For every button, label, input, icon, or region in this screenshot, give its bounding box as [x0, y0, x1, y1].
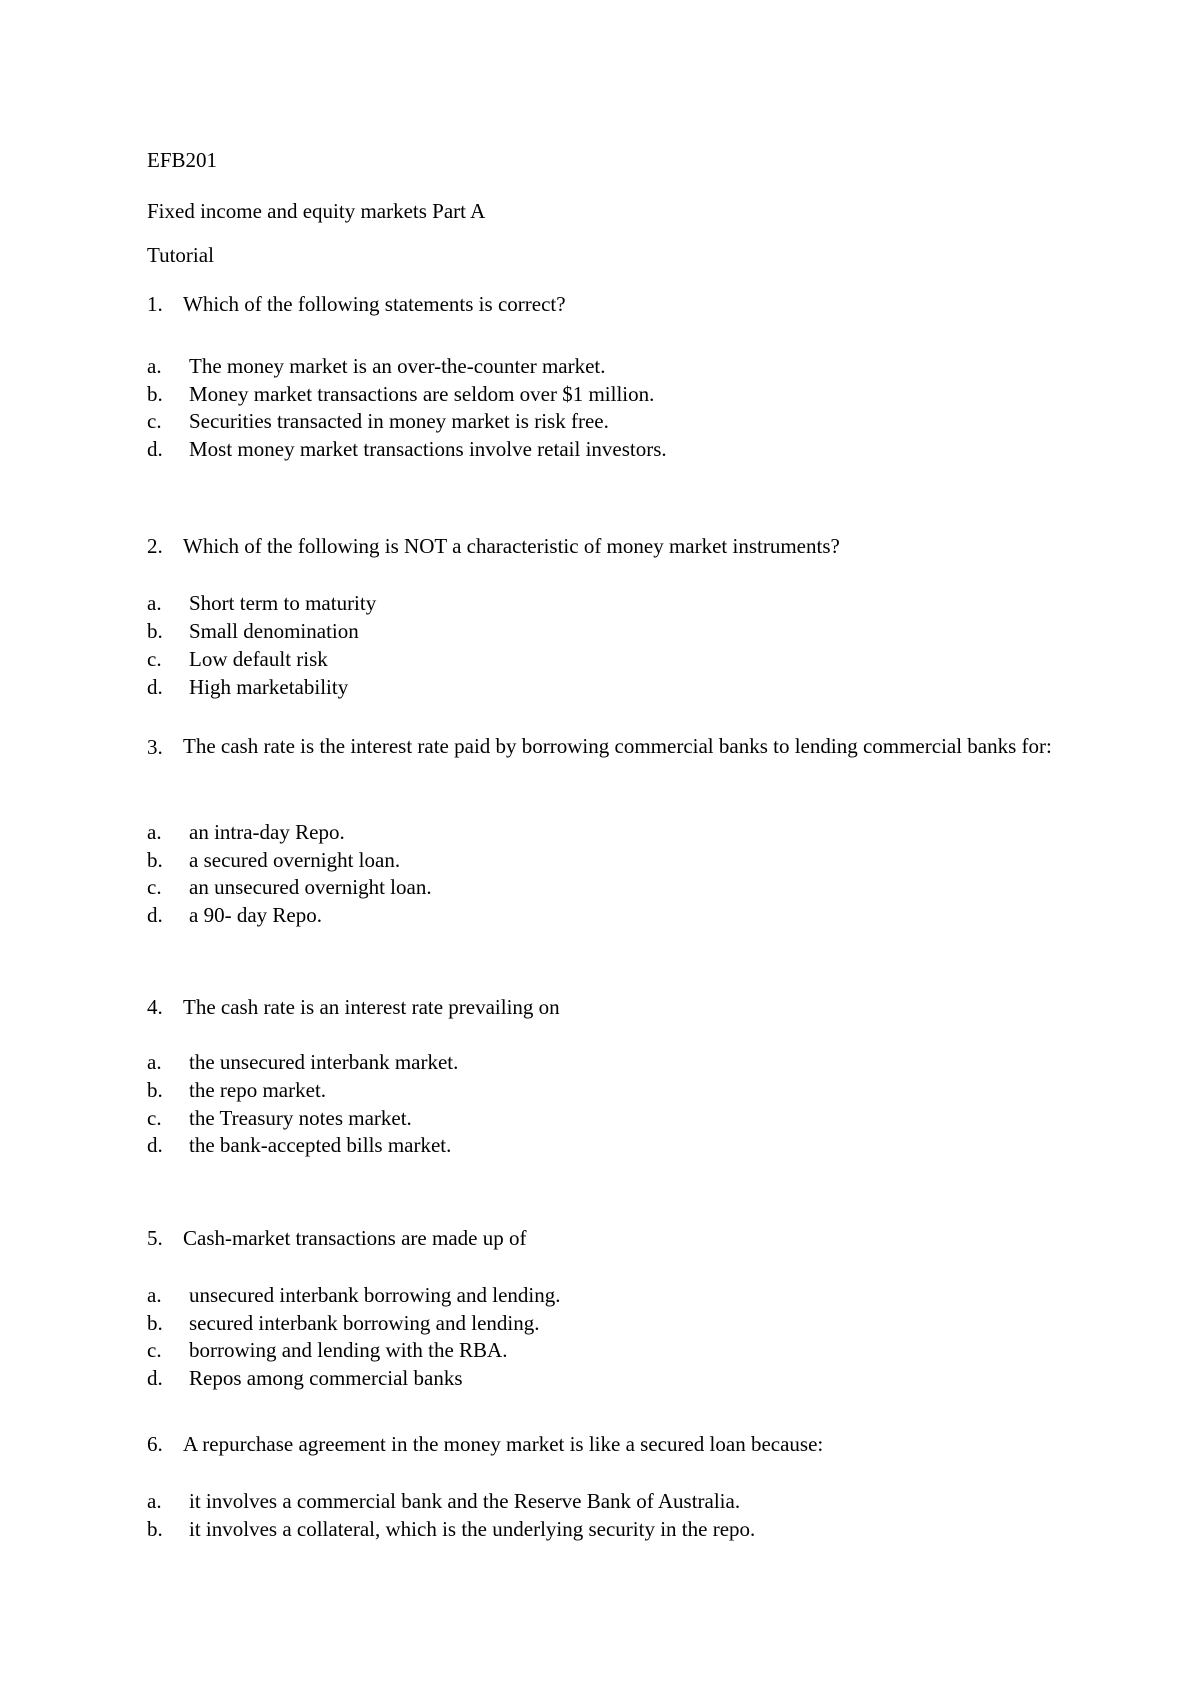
- option-text: an unsecured overnight loan.: [189, 875, 432, 899]
- option-text: Most money market transactions involve retail investors.: [189, 437, 667, 461]
- question-number: 5.: [147, 1226, 163, 1250]
- option-text: a secured overnight loan.: [189, 848, 401, 872]
- option-letter: a.: [147, 354, 162, 378]
- question-2: [147, 532, 1061, 560]
- option-letter: d.: [147, 675, 163, 699]
- option-letter: a.: [147, 591, 162, 615]
- option-text: the bank-accepted bills market.: [189, 1133, 452, 1157]
- option-letter: d.: [147, 903, 163, 927]
- option-text: an intra-day Repo.: [189, 820, 345, 844]
- question-4: [147, 993, 1061, 1021]
- option-text: the repo market.: [189, 1078, 327, 1102]
- option-letter: c.: [147, 409, 162, 433]
- option-text: Money market transactions are seldom over $1 million.: [189, 382, 655, 406]
- question-text: The cash rate is the interest rate paid by borrowing commercial banks to lending commercial banks for:: [183, 734, 1052, 758]
- option-text: the Treasury notes market.: [189, 1106, 412, 1130]
- option-text: it involves a collateral, which is the underlying security in the repo.: [189, 1517, 756, 1541]
- question-number: 6.: [147, 1432, 163, 1456]
- option-letter: a.: [147, 1489, 162, 1513]
- option-letter: b.: [147, 382, 163, 406]
- option-text: it involves a commercial bank and the Reserve Bank of Australia.: [189, 1489, 741, 1513]
- question-text: The cash rate is an interest rate prevailing on: [183, 995, 560, 1019]
- option-text: unsecured interbank borrowing and lending.: [189, 1283, 561, 1307]
- option-letter: d.: [147, 1133, 163, 1157]
- option-text: the unsecured interbank market.: [189, 1050, 459, 1074]
- option-letter: b.: [147, 619, 163, 643]
- question-6: [147, 1430, 1061, 1458]
- option-text: Securities transacted in money market is risk free.: [189, 409, 609, 433]
- option-text: a 90- day Repo.: [189, 903, 322, 927]
- question-number: 3.: [147, 735, 163, 759]
- option-letter: b.: [147, 848, 163, 872]
- option-text: High marketability: [189, 675, 349, 699]
- option-letter: a.: [147, 1050, 162, 1074]
- course-code: EFB201: [147, 148, 218, 172]
- question-text: Cash-market transactions are made up of: [183, 1226, 527, 1250]
- option-text: Short term to maturity: [189, 591, 377, 615]
- question-number: 2.: [147, 534, 163, 558]
- option-letter: c.: [147, 1338, 162, 1362]
- question-number: 4.: [147, 995, 163, 1019]
- option-letter: d.: [147, 437, 163, 461]
- option-text: borrowing and lending with the RBA.: [189, 1338, 508, 1362]
- option-letter: b.: [147, 1078, 163, 1102]
- question-text: Which of the following statements is correct?: [183, 292, 566, 316]
- document-type: Tutorial: [147, 243, 214, 267]
- option-text: secured interbank borrowing and lending.: [189, 1311, 540, 1335]
- option-text: Repos among commercial banks: [189, 1366, 463, 1390]
- option-letter: a.: [147, 820, 162, 844]
- document-subtitle: Fixed income and equity markets Part A: [147, 199, 486, 223]
- question-5: [147, 1224, 1061, 1252]
- option-letter: c.: [147, 875, 162, 899]
- question-number: 1.: [147, 292, 163, 316]
- option-letter: c.: [147, 647, 162, 671]
- option-text: Low default risk: [189, 647, 328, 671]
- option-text: The money market is an over-the-counter market.: [189, 354, 606, 378]
- option-letter: c.: [147, 1106, 162, 1130]
- question-1: [147, 290, 1061, 318]
- option-letter: b.: [147, 1311, 163, 1335]
- question-3: [147, 733, 1061, 760]
- option-text: Small denomination: [189, 619, 359, 643]
- option-letter: a.: [147, 1283, 162, 1307]
- question-text: Which of the following is NOT a characteristic of money market instruments?: [183, 534, 840, 558]
- option-letter: d.: [147, 1366, 163, 1390]
- question-text: A repurchase agreement in the money market is like a secured loan because:: [183, 1432, 824, 1456]
- option-letter: b.: [147, 1517, 163, 1541]
